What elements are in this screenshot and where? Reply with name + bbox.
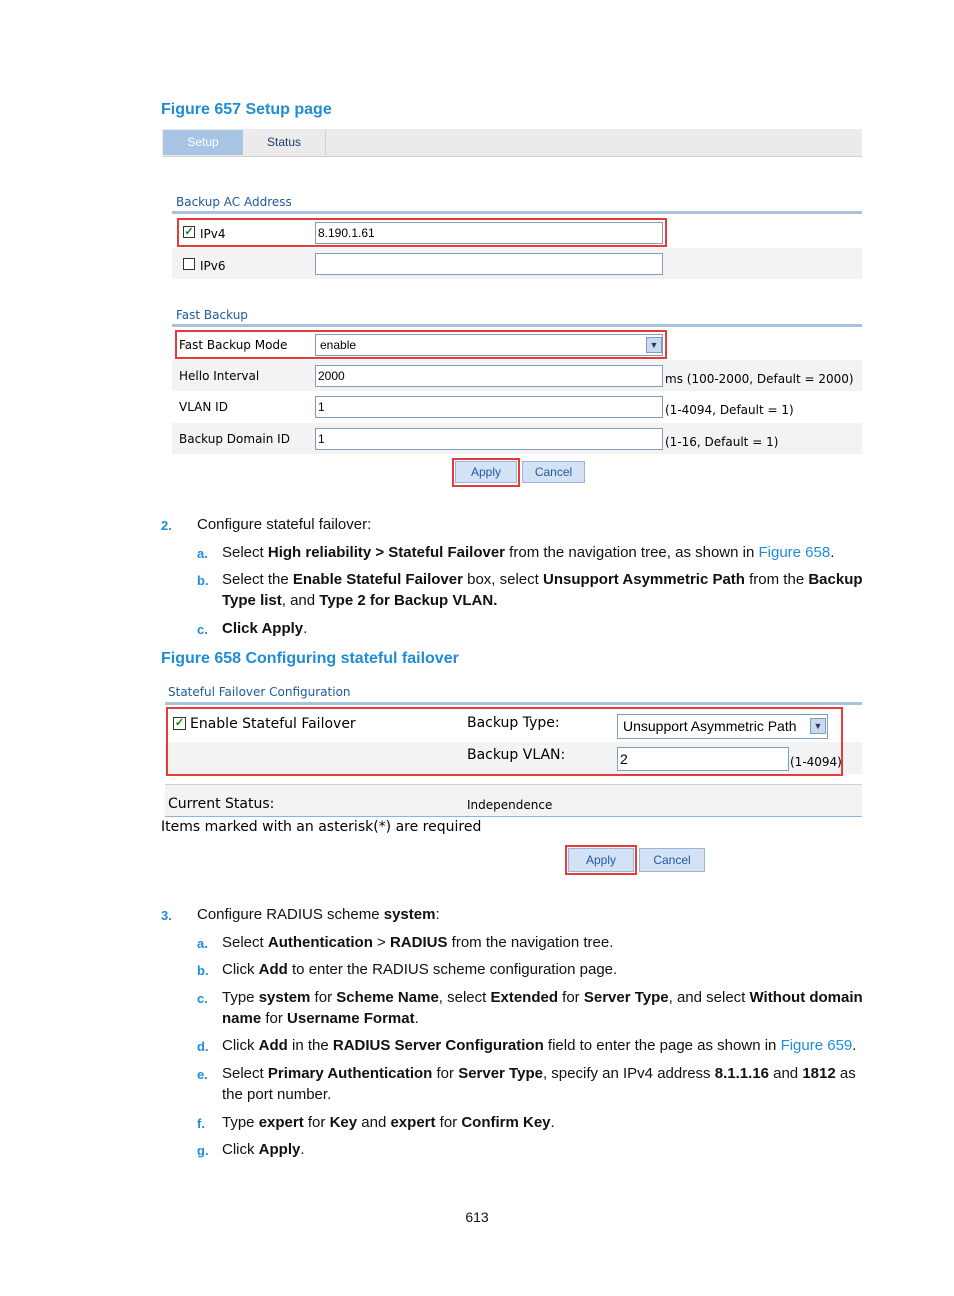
figure-657-caption: Figure 657 Setup page <box>161 101 332 118</box>
step-3g-number: g. <box>197 1143 209 1158</box>
fast-backup-mode-value: enable <box>320 338 357 352</box>
step-3-text: Configure RADIUS scheme system: <box>197 906 440 923</box>
backup-domain-hint: (1-16, Default = 1) <box>665 435 779 449</box>
vlan-id-hint: (1-4094, Default = 1) <box>665 403 794 417</box>
backup-domain-label: Backup Domain ID <box>179 432 290 446</box>
ipv4-label: IPv4 <box>200 227 226 241</box>
step-3e-text-line2: the port number. <box>222 1086 332 1103</box>
step-2b-text-line1: Select the Enable Stateful Failover box, select Unsupport Asymmetric Path from the Backup <box>222 571 863 588</box>
ipv4-checkbox[interactable]: ✓ <box>184 226 194 238</box>
figure-659-link[interactable]: Figure 659 <box>780 1037 853 1054</box>
section-divider <box>172 324 862 327</box>
hello-interval-label: Hello Interval <box>179 369 260 383</box>
highlight-box <box>452 458 520 487</box>
highlight-box <box>175 330 667 359</box>
chevron-down-icon[interactable]: ▼ <box>646 337 662 353</box>
ipv6-input[interactable] <box>315 253 663 275</box>
vlan-id-label: VLAN ID <box>179 400 228 414</box>
step-2b-text-line2: Type list, and Type 2 for Backup VLAN. <box>222 592 498 609</box>
backup-vlan-hint: (1-4094) <box>790 755 842 769</box>
fast-backup-section-title: Fast Backup <box>176 308 248 322</box>
step-2b-number: b. <box>197 573 209 588</box>
step-3c-text-line1: Type system for Scheme Name, select Extended for Server Type, and select Without domain <box>222 989 863 1006</box>
step-3b-number: b. <box>197 963 209 978</box>
step-3d-text: Click Add in the RADIUS Server Configuration field to enter the page as shown in Figure 659. <box>222 1037 857 1054</box>
page-number: 613 <box>465 1209 489 1225</box>
vlan-id-input[interactable]: 1 <box>315 396 663 418</box>
ipv6-checkbox[interactable] <box>183 258 195 270</box>
step-3a-number: a. <box>197 936 208 951</box>
cancel-button[interactable]: Cancel <box>639 848 705 872</box>
highlight-box <box>565 845 637 875</box>
enable-stateful-failover-checkbox[interactable]: ✓ <box>174 717 185 729</box>
step-2a-text: Select High reliability > Stateful Failover from the navigation tree, as shown in Figure 658. <box>222 544 835 561</box>
step-3e-number: e. <box>197 1067 208 1082</box>
highlight-box <box>177 218 667 247</box>
current-status-value: Independence <box>467 798 553 812</box>
vlan-id-row <box>172 391 862 422</box>
hello-interval-row <box>172 360 862 391</box>
tab-bar <box>162 129 862 157</box>
stateful-failover-section-title: Stateful Failover Configuration <box>168 685 351 699</box>
tab-status[interactable]: Status <box>243 130 326 155</box>
step-3f-number: f. <box>197 1116 205 1131</box>
enable-stateful-failover-label: Enable Stateful Failover <box>190 716 356 732</box>
backup-domain-row <box>172 423 862 454</box>
step-2-number: 2. <box>161 518 172 533</box>
step-3-number: 3. <box>161 908 172 923</box>
figure-658-caption: Figure 658 Configuring stateful failover <box>161 650 459 667</box>
step-2-text: Configure stateful failover: <box>197 516 372 533</box>
step-3e-text-line1: Select Primary Authentication for Server Type, specify an IPv4 address 8.1.1.16 and 1812 as <box>222 1065 856 1082</box>
ipv4-input[interactable]: 8.190.1.61 <box>315 222 663 244</box>
step-3c-number: c. <box>197 991 208 1006</box>
step-3g-text: Click Apply. <box>222 1141 305 1158</box>
required-note: Items marked with an asterisk(*) are required <box>161 819 482 835</box>
backup-vlan-label: Backup VLAN: <box>467 747 566 763</box>
step-3b-text: Click Add to enter the RADIUS scheme configuration page. <box>222 961 618 978</box>
current-status-label: Current Status: <box>168 796 275 812</box>
backup-vlan-input[interactable]: 2 <box>617 747 789 771</box>
chevron-down-icon[interactable]: ▼ <box>810 718 826 734</box>
step-2a-number: a. <box>197 546 208 561</box>
step-3c-text-line2: name for Username Format. <box>222 1010 419 1027</box>
highlight-box <box>166 707 843 776</box>
ipv6-label: IPv6 <box>200 259 226 273</box>
backup-type-value: Unsupport Asymmetric Path <box>623 718 797 734</box>
cancel-button[interactable]: Cancel <box>522 461 585 483</box>
apply-button[interactable]: Apply <box>455 461 517 483</box>
step-2c-text: Click Apply. <box>222 620 308 637</box>
step-3a-text: Select Authentication > RADIUS from the navigation tree. <box>222 934 614 951</box>
ipv6-row <box>172 248 862 279</box>
apply-button[interactable]: Apply <box>568 848 634 872</box>
backup-domain-input[interactable]: 1 <box>315 428 663 450</box>
backup-ac-section-title: Backup AC Address <box>176 195 292 209</box>
step-3d-number: d. <box>197 1039 209 1054</box>
step-2c-number: c. <box>197 622 208 637</box>
fast-backup-mode-label: Fast Backup Mode <box>179 338 288 352</box>
section-divider <box>172 211 862 214</box>
hello-interval-hint: ms (100-2000, Default = 2000) <box>665 372 854 386</box>
tab-setup[interactable]: Setup <box>163 130 243 155</box>
section-divider <box>165 702 862 705</box>
backup-type-label: Backup Type: <box>467 715 560 731</box>
hello-interval-input[interactable]: 2000 <box>315 365 663 387</box>
step-3f-text: Type expert for Key and expert for Confirm Key. <box>222 1114 555 1131</box>
figure-658-link[interactable]: Figure 658 <box>758 544 831 561</box>
